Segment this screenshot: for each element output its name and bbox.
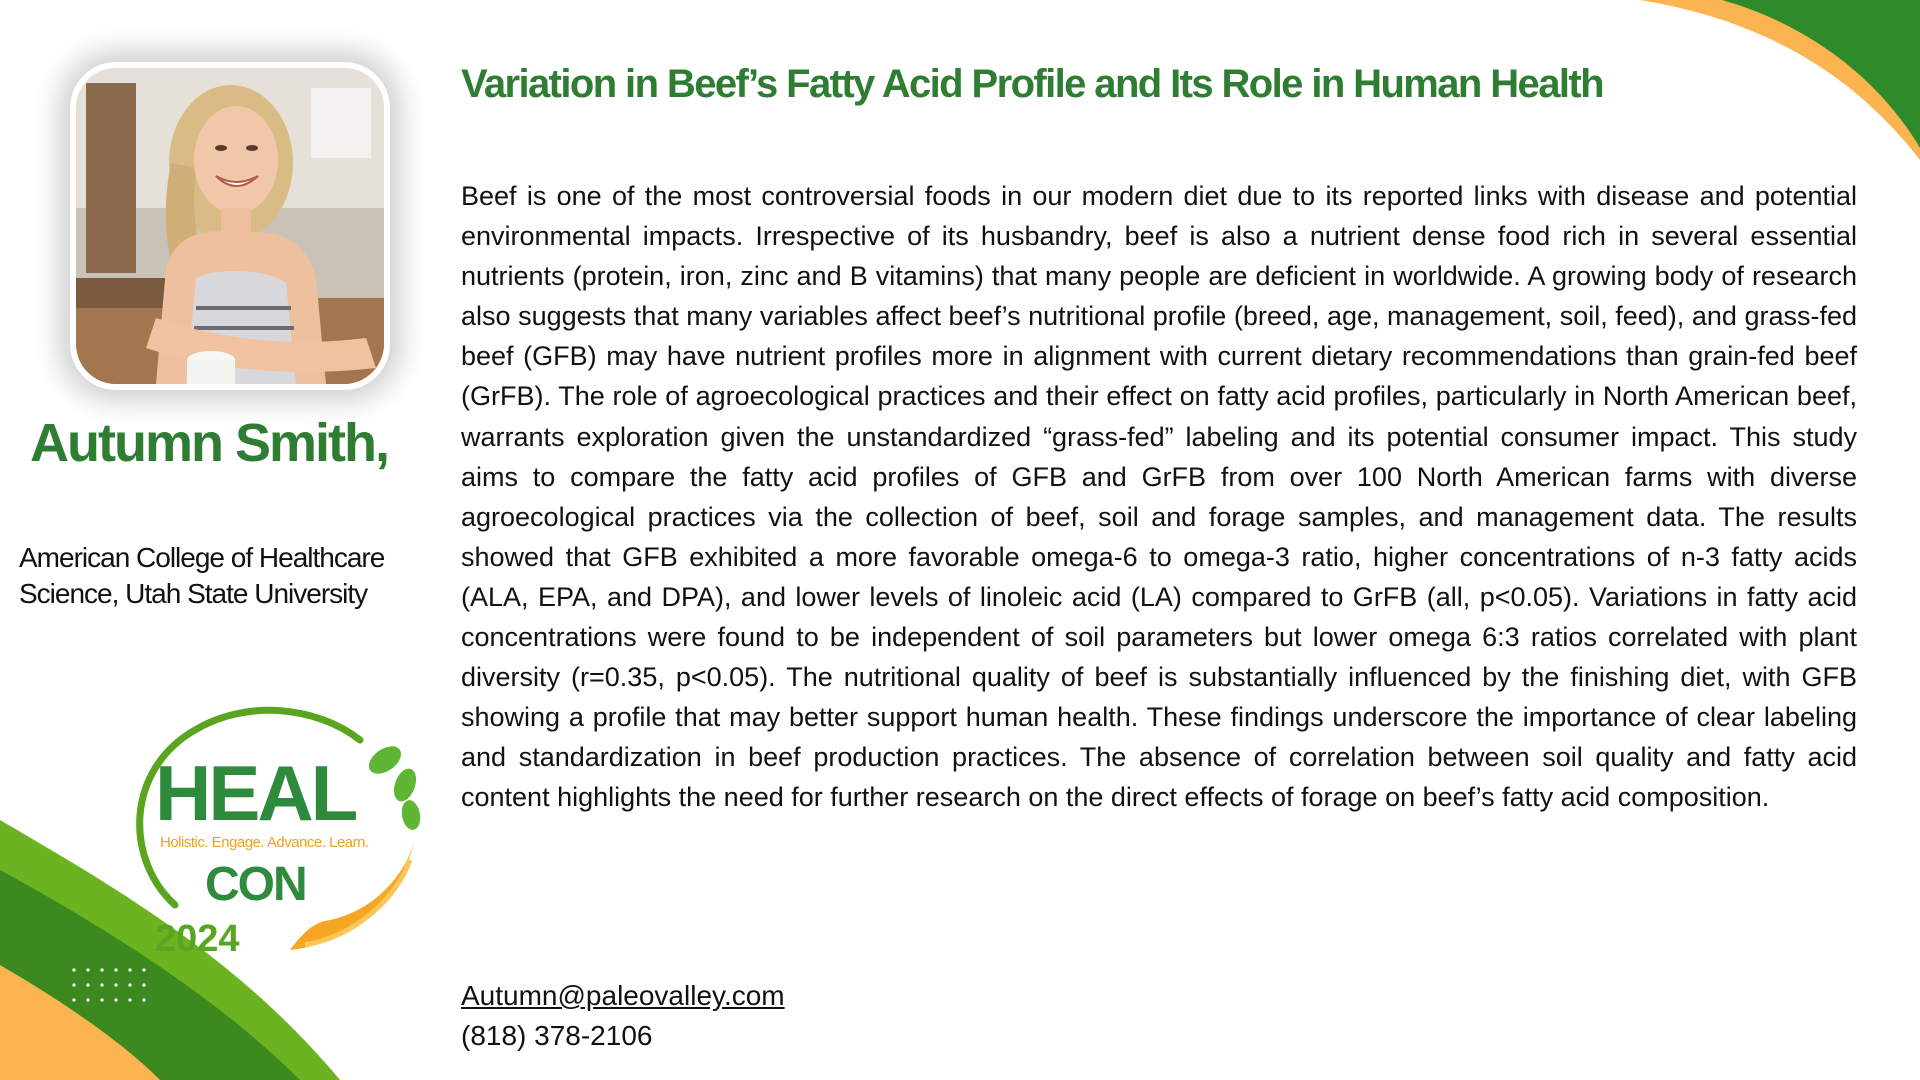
- decorative-dots: [70, 965, 150, 1005]
- speaker-photo: [76, 68, 384, 384]
- logo-year: 2024: [155, 918, 240, 960]
- speaker-photo-frame: [70, 62, 390, 390]
- hand-icon: [290, 840, 415, 950]
- presentation-title: Variation in Beef’s Fatty Acid Profile and Its Role in Human Health: [461, 62, 1603, 106]
- logo-word: HEAL: [155, 749, 356, 837]
- leaf-icon: [364, 741, 423, 832]
- speaker-name: Autumn Smith,: [30, 413, 388, 473]
- abstract-text: Beef is one of the most controversial foods in our modern diet due to its reported links with disease and potential environmental impacts. Irrespective of its husbandry, beef is also a nutrient dense food rich in several essential nutrients (protein, iron, zinc and B vitamins) that many people are deficient in worldwide. A growing body of research also suggests that many variables affect beef’s nutritional profile (breed, age, management, soil, feed), and grass-fed beef (GFB) may have nutrient profiles more in alignment with current dietary recommendations than grain-fed beef (GrFB). The role of agroecological practices and their effect on fatty acid profiles, particularly in North American beef, warrants exploration given the unstandardized “grass-fed” labeling and its potential consumer impact. This study aims to compare the fatty acid profiles of GFB and GrFB from over 100 North American farms with diverse agroecological practices via the collection of beef, soil and forage samples, and management data. The results showed that GFB exhibited a more favorable omega-6 to omega-3 ratio, higher concentrations of n-3 fatty acids (ALA, EPA, and DPA), and lower levels of linoleic acid (LA) compared to GrFB (all, p<0.05). Variations in fatty acid concentrations were found to be independent of soil parameters but lower omega 6:3 ratios correlated with plant diversity (r=0.35, p<0.05). The nutritional quality of beef is substantially influenced by the finishing diet, with GFB showing a profile that may better support human health. These findings underscore the importance of clear labeling and standardization in beef production practices. The absence of correlation between soil quality and fatty acid content highlights the need for further research on the direct effects of forage on beef’s fatty acid composition.: [461, 181, 1857, 813]
- logo-tagline: Holistic. Engage. Advance. Learn.: [160, 834, 369, 851]
- contact-block: [461, 976, 785, 1056]
- logo-sub: CON: [205, 858, 306, 911]
- speaker-affiliation: American College of Healthcare Science, Utah State University: [19, 542, 385, 609]
- contact-email-link[interactable]: Autumn@paleovalley.com: [461, 980, 785, 1011]
- contact-phone: (818) 378-2106: [461, 1020, 653, 1051]
- healcon-logo: [115, 700, 425, 970]
